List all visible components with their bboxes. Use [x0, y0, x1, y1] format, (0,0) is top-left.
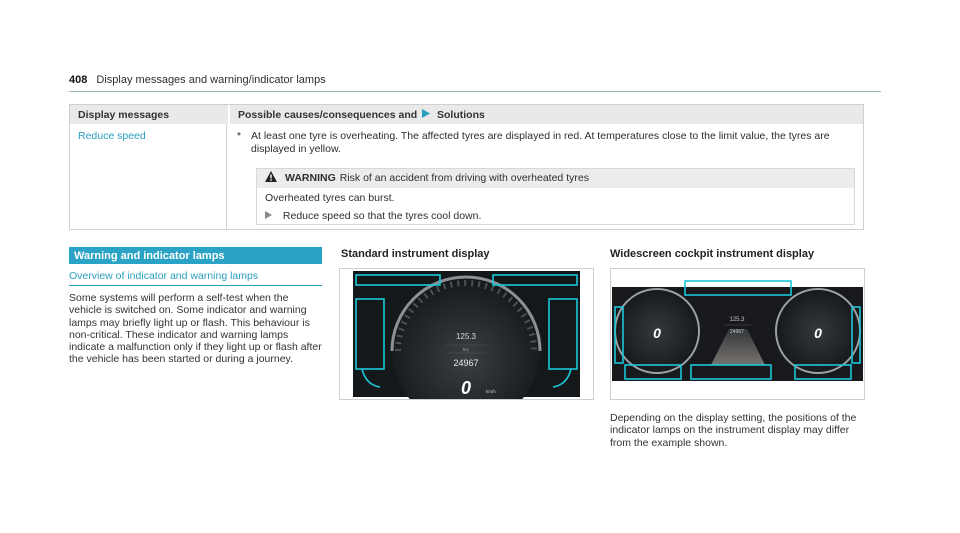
col-header-causes — [230, 105, 863, 124]
page-header — [69, 74, 881, 92]
section-subtitle: Overview of indicator and warning lamps — [69, 270, 322, 286]
standard-display-title: Standard instrument display — [341, 248, 490, 260]
wide-center-bottom: 24967 — [730, 329, 744, 335]
col-header-causes-label: Possible causes/consequences and — [238, 109, 418, 121]
section-title: Warning and indicator lamps — [69, 247, 322, 264]
arrow-right-icon — [265, 210, 272, 223]
wide-right-value: 0 — [814, 325, 822, 341]
standard-display-figure — [339, 268, 594, 400]
message-reduce-speed: Reduce speed — [70, 124, 227, 229]
table-row — [70, 124, 863, 229]
warning-title: WARNING — [285, 172, 336, 184]
chapter-title: Display messages and warning/indicator lamps — [96, 74, 326, 86]
arrow-right-icon — [422, 109, 430, 121]
warning-box — [256, 168, 855, 225]
widescreen-display-title: Widescreen cockpit instrument display — [610, 248, 815, 260]
cause-text: At least one tyre is overheating. The affected tyres are displayed in red. At temperatures close to the limit value, the tyres are displayed in yellow. — [251, 130, 830, 155]
solution-text: Reduce speed so that the tyres cool down. — [282, 210, 482, 222]
figure-caption: Depending on the display setting, the positions of the indicator lamps on the instrument display may differ from the example shown. — [610, 412, 857, 449]
widescreen-display-figure — [610, 268, 865, 400]
std-readout-bottom: 24967 — [453, 358, 479, 368]
page-number: 408 — [69, 74, 88, 86]
col-header-solutions-label: Solutions — [437, 109, 485, 121]
std-readout-top: 125.3 — [455, 332, 477, 341]
bullet-marker: * — [237, 130, 242, 142]
causes-cell — [227, 124, 863, 229]
warning-header — [257, 169, 854, 188]
display-messages-table — [69, 104, 864, 230]
warning-text: Risk of an accident from driving with overheated tyres — [339, 172, 589, 184]
wide-left-value: 0 — [653, 325, 661, 341]
warning-solution — [257, 206, 854, 224]
section-paragraph: Some systems will perform a self-test when the vehicle is switched on. Some indicator and warning lamps may briefly light up or flash. This behaviour is non-critical. These indicator and warning lamps indicate a malfunction only if they light up or flash after the vehicle has been started or during a journey. — [69, 292, 322, 366]
std-speed: 0 — [460, 378, 472, 398]
col-header-messages: Display messages — [70, 105, 230, 124]
std-speed-unit: km/h — [486, 389, 496, 394]
warning-triangle-icon — [265, 171, 277, 186]
std-readout-unit: km — [463, 347, 469, 352]
wide-center-top: 125.3 — [729, 317, 745, 323]
warning-detail: Overheated tyres can burst. — [265, 192, 395, 204]
cause-item — [237, 130, 855, 156]
table-header — [70, 105, 863, 124]
